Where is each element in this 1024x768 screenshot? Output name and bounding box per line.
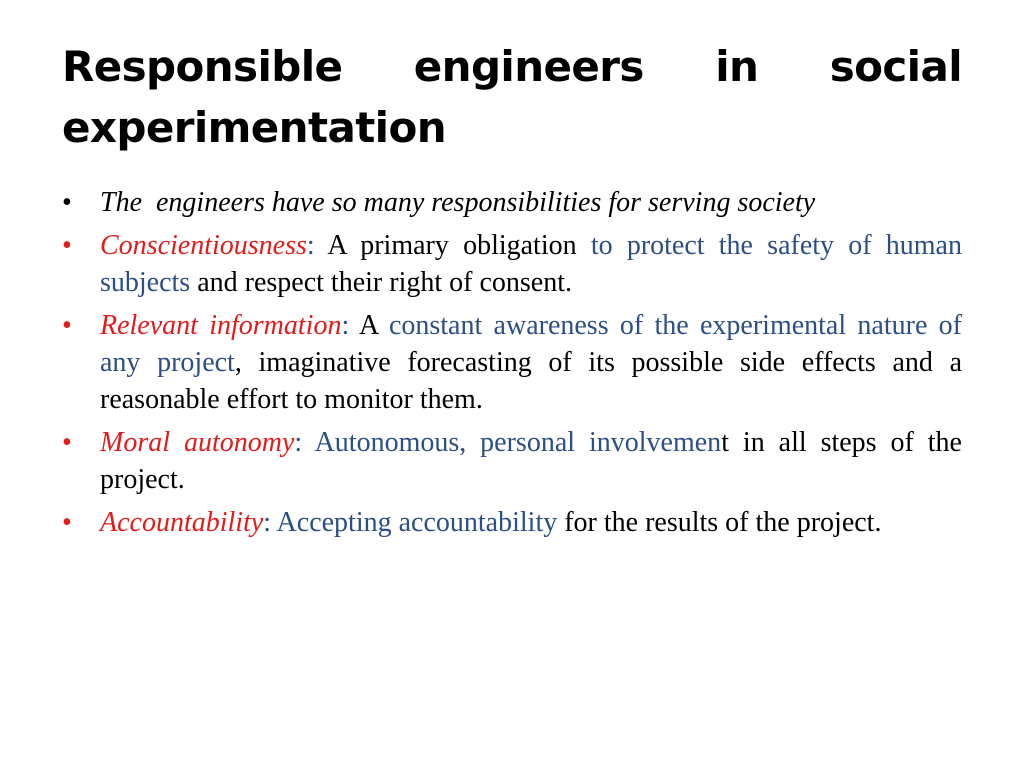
bullet-relevant-information xyxy=(62,307,962,418)
bullet-dot-icon: • xyxy=(62,507,72,538)
bullet-lead: A primary obligation xyxy=(314,230,591,261)
intro-text: The engineers have so many responsibilities for serving society xyxy=(100,187,816,218)
bullet-dot-icon: • xyxy=(62,310,72,341)
bullet-lead: A xyxy=(349,310,389,341)
bullet-rest: for the results of the project. xyxy=(557,507,882,538)
bullet-highlight: Accepting accountability xyxy=(276,507,558,538)
bullet-term: Conscientiousness xyxy=(100,230,307,261)
bullet-accountability xyxy=(62,504,962,541)
bullet-colon: : xyxy=(263,507,272,538)
bullet-highlight: constant awareness of the experimental nature of any project xyxy=(100,310,962,378)
bullet-rest: , imaginative forecasting of its possible side effects and a reasonable effort to monitor them. xyxy=(100,347,963,415)
bullet-highlight: to protect the safety of human subjects xyxy=(100,230,962,298)
bullet-term: Relevant information xyxy=(100,310,342,341)
bullet-dot-icon: • xyxy=(62,187,72,218)
bullet-rest: t in all steps of the project. xyxy=(100,427,962,495)
bullet-dot-icon: • xyxy=(62,230,72,261)
bullet-lead xyxy=(302,427,314,458)
bullet-conscientiousness xyxy=(62,227,962,301)
bullet-colon: : xyxy=(306,230,315,261)
bullet-rest: and respect their right of consent. xyxy=(190,267,572,298)
slide-title: Responsible engineers in social experimentation xyxy=(62,42,962,152)
bullet-term: Moral autonomy xyxy=(100,427,295,458)
bullet-list xyxy=(62,184,962,547)
bullet-intro xyxy=(62,184,962,221)
bullet-colon: : xyxy=(341,310,350,341)
bullet-colon: : xyxy=(294,427,303,458)
bullet-dot-icon: • xyxy=(62,427,72,458)
bullet-highlight: Autonomous, personal involvemen xyxy=(314,427,722,458)
bullet-term: Accountability xyxy=(100,507,264,538)
bullet-moral-autonomy xyxy=(62,424,962,498)
